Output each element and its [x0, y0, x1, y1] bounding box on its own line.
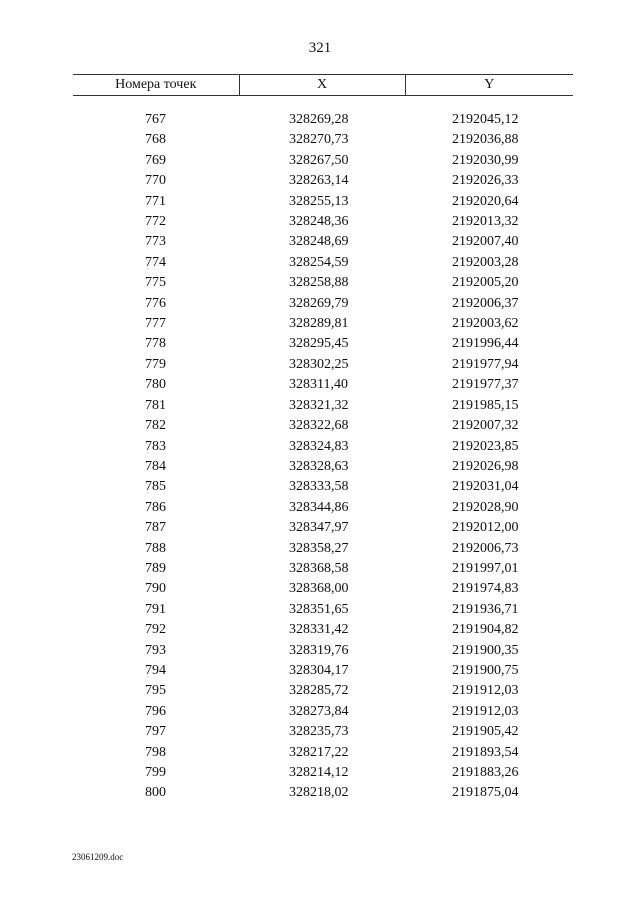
table-row	[73, 702, 573, 722]
x-cell: 328321,32	[289, 397, 349, 413]
y-cell: 2191893,54	[452, 744, 519, 760]
table-row	[73, 457, 573, 477]
point-number-cell: 770	[145, 173, 166, 189]
y-cell: 2192012,00	[452, 520, 519, 536]
table-row	[73, 763, 573, 783]
table-row	[73, 232, 573, 252]
table-row	[73, 661, 573, 681]
y-cell: 2192023,85	[452, 438, 519, 454]
y-cell: 2192003,62	[452, 316, 519, 332]
y-cell: 2192026,33	[452, 173, 519, 189]
x-cell: 328270,73	[289, 132, 349, 148]
y-cell: 2192028,90	[452, 499, 519, 515]
table-row	[73, 396, 573, 416]
table-row	[73, 641, 573, 661]
point-number-cell: 794	[145, 662, 166, 678]
y-cell: 2191912,03	[452, 683, 519, 699]
table-header	[73, 75, 573, 96]
point-number-cell: 789	[145, 560, 166, 576]
x-cell: 328358,27	[289, 540, 349, 556]
point-number-cell: 779	[145, 356, 166, 372]
y-cell: 2191974,83	[452, 581, 519, 597]
y-cell: 2192003,28	[452, 254, 519, 270]
table-row	[73, 375, 573, 395]
y-cell: 2192031,04	[452, 479, 519, 495]
point-number-cell: 773	[145, 234, 166, 250]
point-number-cell: 777	[145, 316, 166, 332]
point-number-cell: 768	[145, 132, 166, 148]
table-row	[73, 294, 573, 314]
point-number-cell: 796	[145, 703, 166, 719]
point-number-cell: 782	[145, 418, 166, 434]
x-cell: 328263,14	[289, 173, 349, 189]
point-number-cell: 783	[145, 438, 166, 454]
point-number-cell: 786	[145, 499, 166, 515]
x-cell: 328324,83	[289, 438, 349, 454]
y-cell: 2192026,98	[452, 458, 519, 474]
x-cell: 328214,12	[289, 765, 349, 780]
y-cell: 2192045,12	[452, 112, 519, 127]
point-number-cell: 769	[145, 152, 166, 168]
y-cell: 2191936,71	[452, 601, 519, 617]
point-number-cell: 772	[145, 214, 166, 230]
point-number-cell: 781	[145, 397, 166, 413]
table-row	[73, 559, 573, 579]
table-row	[73, 273, 573, 293]
y-cell: 2191996,44	[452, 336, 519, 352]
table-row	[73, 130, 573, 150]
point-number-cell: 800	[145, 785, 166, 801]
x-cell: 328269,79	[289, 295, 349, 311]
point-number-cell: 784	[145, 458, 166, 474]
x-cell: 328344,86	[289, 499, 349, 515]
point-number-cell: 785	[145, 479, 166, 495]
x-cell: 328347,97	[289, 520, 349, 536]
x-cell: 328258,88	[289, 275, 349, 291]
x-cell: 328331,42	[289, 622, 349, 638]
x-cell: 328255,13	[289, 193, 349, 209]
table-row	[73, 355, 573, 375]
y-cell: 2192030,99	[452, 152, 519, 168]
point-number-cell: 795	[145, 683, 166, 699]
table-row	[73, 539, 573, 559]
table-row	[73, 110, 573, 130]
table-row	[73, 681, 573, 701]
y-cell: 2192013,32	[452, 214, 519, 230]
point-number-cell: 791	[145, 601, 166, 617]
x-cell: 328289,81	[289, 316, 349, 332]
y-cell: 2192020,64	[452, 193, 519, 209]
point-number-cell: 775	[145, 275, 166, 291]
point-number-cell: 780	[145, 377, 166, 393]
x-cell: 328295,45	[289, 336, 349, 352]
table-row	[73, 498, 573, 518]
y-cell: 2192007,32	[452, 418, 519, 434]
point-number-cell: 776	[145, 295, 166, 311]
y-cell: 2191900,75	[452, 662, 519, 678]
y-cell: 2192007,40	[452, 234, 519, 250]
coordinates-table	[73, 74, 573, 804]
table-row	[73, 579, 573, 599]
x-cell: 328267,50	[289, 152, 349, 168]
x-cell: 328285,72	[289, 683, 349, 699]
point-number-cell: 797	[145, 724, 166, 740]
point-number-cell: 767	[145, 112, 166, 127]
y-cell: 2191900,35	[452, 642, 519, 658]
footer-filename: 23061209.doc	[72, 852, 124, 862]
y-cell: 2192006,73	[452, 540, 519, 556]
table-row	[73, 192, 573, 212]
table-row	[73, 783, 573, 803]
table-row	[73, 334, 573, 354]
y-cell: 2191977,37	[452, 377, 519, 393]
x-cell: 328218,02	[289, 785, 349, 801]
x-cell: 328302,25	[289, 356, 349, 372]
x-cell: 328319,76	[289, 642, 349, 658]
point-number-cell: 792	[145, 622, 166, 638]
point-number-cell: 790	[145, 581, 166, 597]
x-cell: 328328,63	[289, 458, 349, 474]
x-cell: 328248,69	[289, 234, 349, 250]
x-cell: 328269,28	[289, 112, 349, 127]
point-number-cell: 788	[145, 540, 166, 556]
header-x: X	[239, 75, 405, 96]
table-body	[73, 96, 573, 804]
header-point-numbers: Номера точек	[73, 75, 239, 96]
header-row	[73, 75, 573, 96]
x-cell: 328333,58	[289, 479, 349, 495]
x-cell: 328311,40	[289, 377, 348, 393]
spacer-cell	[73, 96, 573, 111]
table-row	[73, 171, 573, 191]
y-cell: 2191912,03	[452, 703, 519, 719]
point-number-cell: 798	[145, 744, 166, 760]
x-cell: 328351,65	[289, 601, 349, 617]
point-number-cell: 787	[145, 520, 166, 536]
table-row	[73, 477, 573, 497]
y-cell: 2191985,15	[452, 397, 519, 413]
table-row	[73, 212, 573, 232]
table-row	[73, 151, 573, 171]
y-cell: 2191977,94	[452, 356, 519, 372]
x-cell: 328254,59	[289, 254, 349, 270]
x-cell: 328322,68	[289, 418, 349, 434]
y-cell: 2191904,82	[452, 622, 519, 638]
point-number-cell: 799	[145, 765, 166, 780]
x-cell: 328304,17	[289, 662, 349, 678]
table-row	[73, 314, 573, 334]
x-cell: 328235,73	[289, 724, 349, 740]
y-cell: 2192006,37	[452, 295, 519, 311]
table-row	[73, 620, 573, 640]
x-cell: 328217,22	[289, 744, 349, 760]
y-cell: 2191883,26	[452, 765, 519, 780]
spacer-row	[73, 96, 573, 111]
x-cell: 328248,36	[289, 214, 349, 230]
point-number-cell: 778	[145, 336, 166, 352]
table-row	[73, 253, 573, 273]
y-cell: 2191875,04	[452, 785, 519, 801]
table-row	[73, 600, 573, 620]
x-cell: 328368,00	[289, 581, 349, 597]
y-cell: 2192005,20	[452, 275, 519, 291]
y-cell: 2191905,42	[452, 724, 519, 740]
page-number: 321	[308, 40, 332, 56]
table-row	[73, 416, 573, 436]
point-number-cell: 774	[145, 254, 166, 270]
x-cell: 328273,84	[289, 703, 349, 719]
y-cell: 2192036,88	[452, 132, 519, 148]
header-y: Y	[405, 75, 573, 96]
point-number-cell: 771	[145, 193, 166, 209]
table-row	[73, 518, 573, 538]
y-cell: 2191997,01	[452, 560, 519, 576]
x-cell: 328368,58	[289, 560, 349, 576]
table-row	[73, 437, 573, 457]
table-row	[73, 722, 573, 742]
point-number-cell: 793	[145, 642, 166, 658]
table-row	[73, 743, 573, 763]
